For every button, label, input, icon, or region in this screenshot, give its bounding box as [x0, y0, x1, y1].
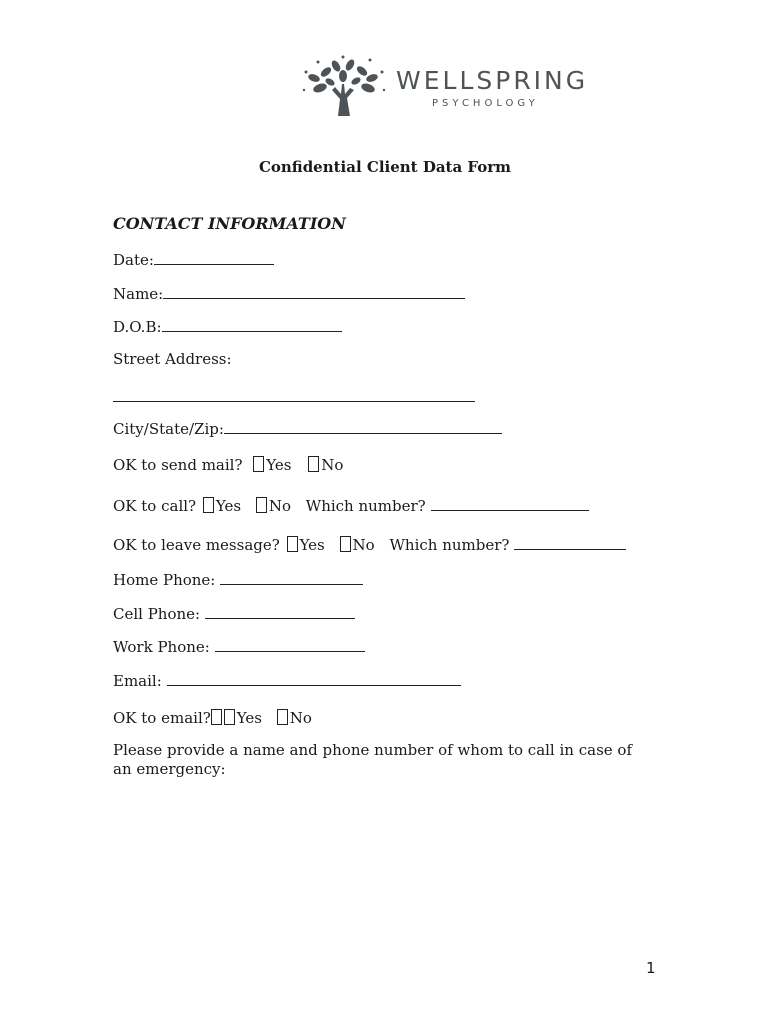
email-label: Email:	[113, 672, 162, 690]
logo-subtitle: PSYCHOLOGY	[432, 98, 539, 109]
dob-row	[113, 316, 342, 336]
city-field[interactable]	[224, 418, 502, 434]
call-row	[113, 495, 589, 515]
emergency-instructions: Please provide a name and phone number of whom to call in case of an emergency:	[113, 741, 632, 778]
page-number: 1	[646, 959, 656, 977]
call-yes-label: Yes	[215, 497, 242, 515]
home-phone-row	[113, 569, 363, 589]
email-yes-label: Yes	[236, 709, 262, 727]
cell-phone-label: Cell Phone:	[113, 605, 201, 623]
email-ok-row	[113, 709, 312, 727]
email-field[interactable]	[167, 670, 461, 686]
message-row	[113, 534, 626, 554]
message-yes-label: Yes	[299, 536, 325, 554]
message-which-number-label: Which number?	[389, 536, 510, 554]
form-title: Confidential Client Data Form	[258, 158, 512, 176]
home-phone-label: Home Phone:	[113, 571, 216, 589]
call-no-checkbox[interactable]	[256, 497, 267, 513]
work-phone-field[interactable]	[215, 636, 365, 652]
email-no-label: No	[289, 709, 312, 727]
mail-question: OK to send mail?	[113, 456, 243, 474]
street-field[interactable]	[113, 386, 475, 402]
call-which-number-label: Which number?	[305, 497, 426, 515]
call-question: OK to call?	[113, 497, 197, 515]
date-field[interactable]	[154, 249, 274, 265]
dob-field[interactable]	[162, 316, 342, 332]
name-field[interactable]	[163, 283, 465, 299]
mail-yes-checkbox[interactable]	[253, 456, 264, 472]
cell-phone-field[interactable]	[205, 603, 355, 619]
email-row	[113, 670, 461, 690]
mail-no-checkbox[interactable]	[308, 456, 319, 472]
name-row	[113, 283, 465, 303]
city-label: City/State/Zip:	[113, 420, 224, 438]
section-heading: CONTACT INFORMATION	[113, 214, 346, 233]
message-which-number-field[interactable]	[514, 534, 626, 550]
message-yes-checkbox[interactable]	[287, 536, 298, 552]
street-row	[113, 386, 475, 406]
mail-yes-label: Yes	[266, 456, 292, 474]
city-row	[113, 418, 502, 438]
wellspring-logo	[298, 54, 598, 120]
work-phone-row	[113, 636, 365, 656]
email-yes-checkbox[interactable]	[224, 709, 235, 725]
email-question: OK to email?	[113, 709, 211, 727]
message-question: OK to leave message?	[113, 536, 280, 554]
dob-label: D.O.B:	[113, 318, 162, 336]
date-label: Date:	[113, 251, 154, 269]
call-yes-checkbox[interactable]	[203, 497, 214, 513]
home-phone-field[interactable]	[220, 569, 363, 585]
call-which-number-field[interactable]	[431, 495, 589, 511]
message-no-checkbox[interactable]	[340, 536, 351, 552]
message-no-label: No	[352, 536, 375, 554]
call-no-label: No	[268, 497, 291, 515]
work-phone-label: Work Phone:	[113, 638, 210, 656]
cell-phone-row	[113, 603, 355, 623]
date-row	[113, 249, 274, 269]
name-label: Name:	[113, 285, 164, 303]
tree-logo-icon	[298, 54, 390, 120]
street-label: Street Address:	[113, 350, 232, 368]
logo-wordmark: WELLSPRING	[396, 66, 589, 95]
email-extra-box-icon	[211, 709, 222, 725]
mail-row	[113, 456, 343, 474]
email-no-checkbox[interactable]	[277, 709, 288, 725]
mail-no-label: No	[321, 456, 344, 474]
